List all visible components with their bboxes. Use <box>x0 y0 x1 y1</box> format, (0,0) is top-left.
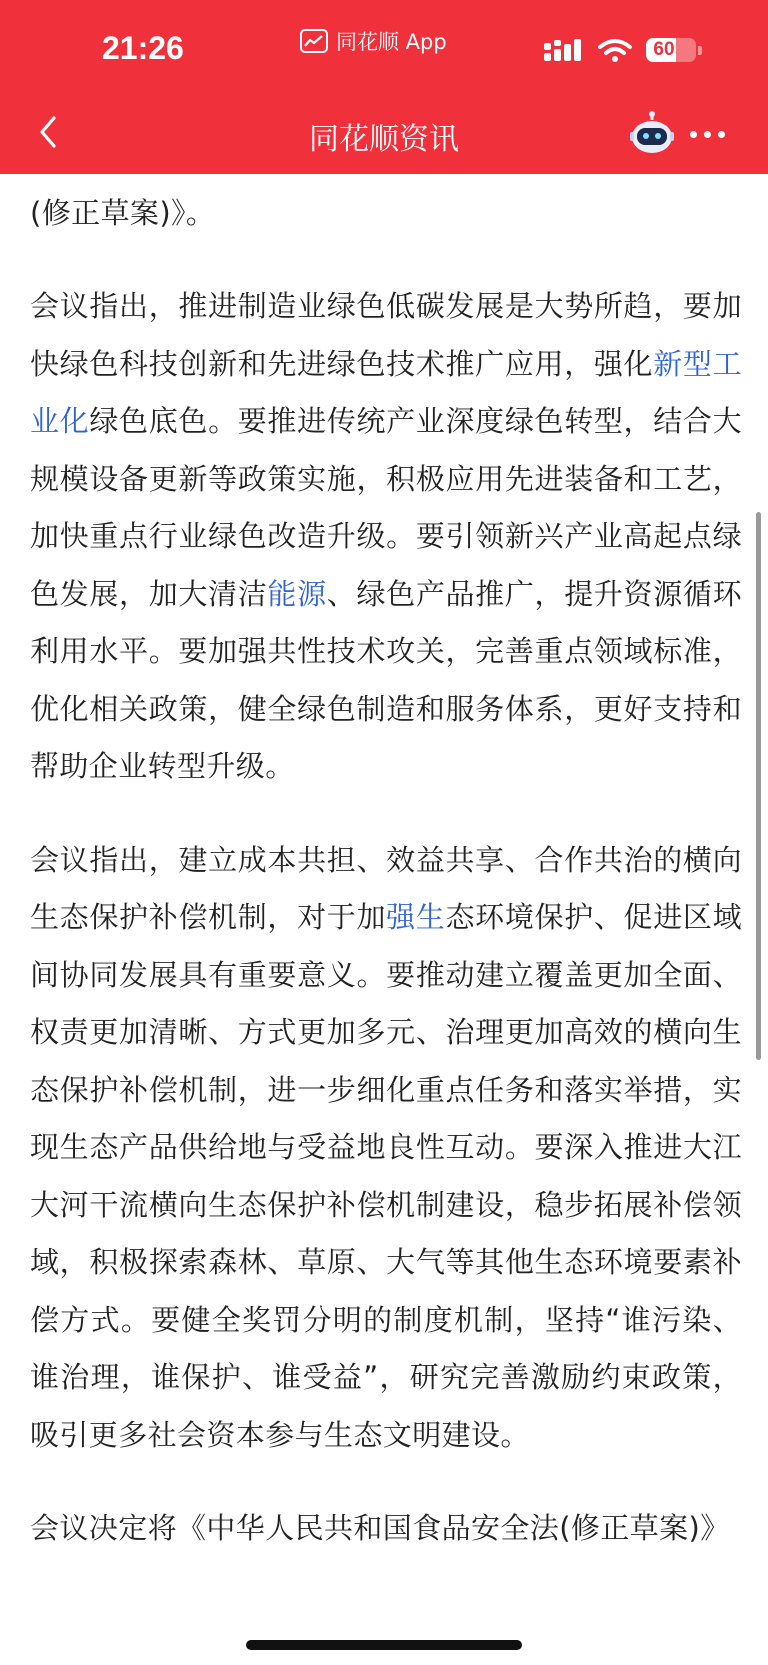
cellular-signal-icon <box>544 39 584 61</box>
text-run: 会议指出，建立成本共担、效益共享、合作共治的横向生态保护补偿机制，对于加 <box>30 842 742 934</box>
status-time: 21:26 <box>102 30 184 66</box>
status-indicators <box>544 38 702 62</box>
app-switch-badge[interactable] <box>300 26 447 56</box>
article-paragraph <box>30 1500 742 1558</box>
text-run: 会议决定将《中华人民共和国食品安全法(修正草案)》 <box>30 1511 730 1545</box>
home-indicator[interactable] <box>246 1640 522 1650</box>
more-dot-icon <box>704 131 711 138</box>
text-run: (修正草案)》。 <box>30 195 216 230</box>
article-paragraph <box>30 278 742 796</box>
app-name: 同花顺 App <box>336 30 447 54</box>
app-header <box>0 0 768 174</box>
article-body[interactable] <box>30 174 742 1665</box>
article-paragraph <box>30 832 742 1465</box>
wifi-icon <box>598 38 632 62</box>
article-paragraph <box>30 174 742 242</box>
stock-link-qiangsheng[interactable]: 强生 <box>386 900 446 934</box>
scrollbar[interactable] <box>756 512 761 1060</box>
app-logo-icon <box>300 29 328 53</box>
more-options-button[interactable] <box>690 127 730 141</box>
text-run: 会议指出，推进制造业绿色低碳发展是大势所趋，要加快绿色科技创新和先进绿色技术推广应用，强化 <box>30 289 742 381</box>
stock-link-new-industrialization[interactable]: 新型工业化 <box>30 346 742 438</box>
text-run: 态环境保护、促进区域间协同发展具有重要意义。要推动建立覆盖更加全面、权责更加清晰、方式更加多元、治理更加高效的横向生态保护补偿机制，进一步细化重点任务和落实举措，实现生态产品供给地与受益地良性互动。要深入推进大江大河干流横向生态保护补偿机制建设，稳步拓展补偿领域，积极探索森林、草原、大气等其他生态环境要素补偿方式。要健全奖罚分明的制度机制，坚持“谁污染、谁治理，谁保护、谁受益”，研究完善激励约束政策，吸引更多社会资本参与生态文明建设。 <box>30 900 742 1452</box>
stock-link-energy[interactable]: 能源 <box>267 576 327 611</box>
more-dot-icon <box>690 131 697 138</box>
more-dot-icon <box>718 131 725 138</box>
ai-assistant-button[interactable] <box>628 110 676 156</box>
robot-icon <box>628 110 676 156</box>
page-title: 同花顺资讯 <box>309 122 459 157</box>
text-run: 绿色底色。要推进传统产业深度绿色转型，结合大规模设备更新等政策实施，积极应用先进装备和工艺，加快重点行业绿色改造升级。要引领新兴产业高起点绿色发展，加大清洁 <box>30 404 742 611</box>
battery-level: 60 <box>653 39 675 60</box>
text-run: 、绿色产品推广，提升资源循环利用水平。要加强共性技术攻关，完善重点领域标准，优化相关政策，健全绿色制造和服务体系，更好支持和帮助企业转型升级。 <box>30 576 742 783</box>
battery-icon <box>646 38 696 62</box>
battery-tip <box>698 46 702 55</box>
